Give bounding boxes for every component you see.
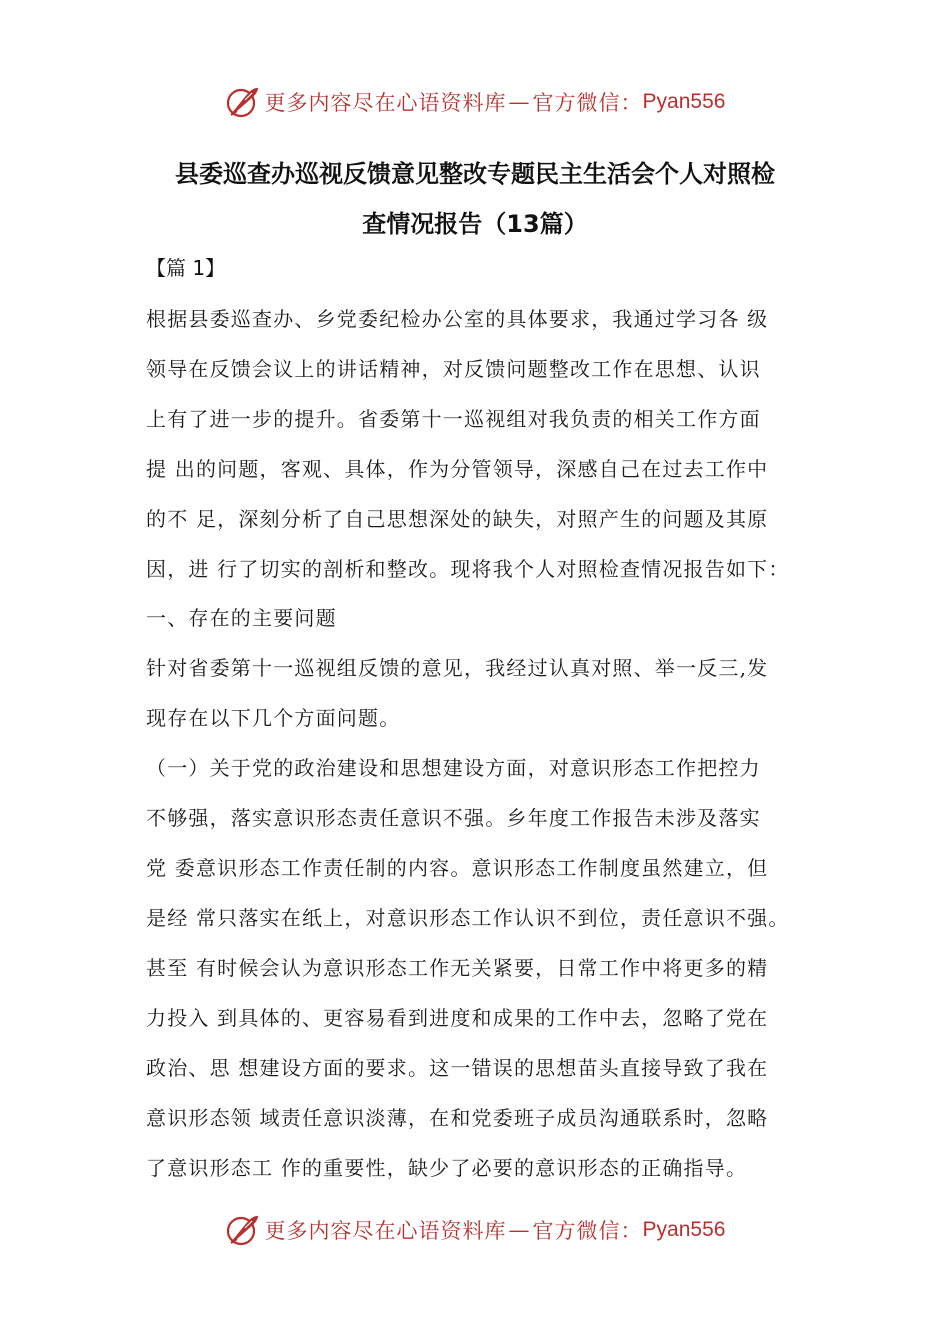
quill-pen-circle-icon [225,1212,261,1248]
watermark-official-label: 官方微信： [532,1219,643,1243]
document-title-line-1: 县委巡查办巡视反馈意见整改专题民主生活会个人对照检 [175,160,775,188]
watermark-brand-text: 更多内容尽在心语资料库 [264,91,507,115]
body-line-8: 针对省委第十一巡视组反馈的意见，我经过认真对照、举一反三,发 [146,656,769,680]
body-line-16: 政治、思 想建设方面的要求。这一错误的思想苗头直接导致了我在 [146,1056,769,1080]
body-line-17: 意识形态领 域责任意识淡薄，在和党委班子成员沟通联系时，忽略 [146,1106,769,1130]
body-line-14: 甚至 有时候会认为意识形态工作无关紧要，日常工作中将更多的精 [146,956,769,980]
watermark-separator: — [508,90,531,114]
section-label: 【篇 1】 [146,256,226,280]
body-line-15: 力投入 到具体的、更容易看到进度和成果的工作中去，忽略了党在 [146,1006,769,1030]
body-line-10: （一）关于党的政治建设和思想建设方面，对意识形态工作把控力 [146,756,761,780]
body-line-6: 因，进 行了切实的剖析和整改。现将我个人对照检查情况报告如下： [146,557,790,581]
document-title-line-2: 查情况报告（13篇） [362,210,588,238]
watermark-official-label: 官方微信： [532,91,643,115]
body-line-12: 党 委意识形态工作责任制的内容。意识形态工作制度虽然建立，但 [146,856,769,880]
body-line-5: 的不 足，深刻分析了自己思想深处的缺失，对照产生的问题及其原 [146,507,769,531]
body-line-3: 上有了进一步的提升。省委第十一巡视组对我负责的相关工作方面 [146,407,761,431]
body-line-11: 不够强，落实意识形态责任意识不强。乡年度工作报告未涉及落实 [146,806,761,830]
watermark-separator: — [508,1218,531,1242]
body-line-4: 提 出的问题，客观、具体，作为分管领导，深感自己在过去工作中 [146,457,769,481]
quill-pen-circle-icon [225,84,261,120]
body-line-7: 一、存在的主要问题 [146,606,337,630]
watermark-brand-text: 更多内容尽在心语资料库 [264,1219,507,1243]
body-line-9: 现存在以下几个方面问题。 [146,706,401,730]
body-line-2: 领导在反馈会议上的讲话精神，对反馈问题整改工作在思想、认识 [146,357,761,381]
watermark-wechat-id: Pyan556 [642,90,726,113]
watermark-wechat-id: Pyan556 [642,1218,726,1241]
footer-watermark [0,1208,950,1252]
body-line-18: 了意识形态工 作的重要性，缺少了必要的意识形态的正确指导。 [146,1156,748,1180]
body-line-13: 是经 常只落实在纸上，对意识形态工作认识不到位，责任意识不强。 [146,906,790,930]
header-watermark [0,80,950,124]
body-line-1: 根据县委巡查办、乡党委纪检办公室的具体要求，我通过学习各 级 [146,307,769,331]
